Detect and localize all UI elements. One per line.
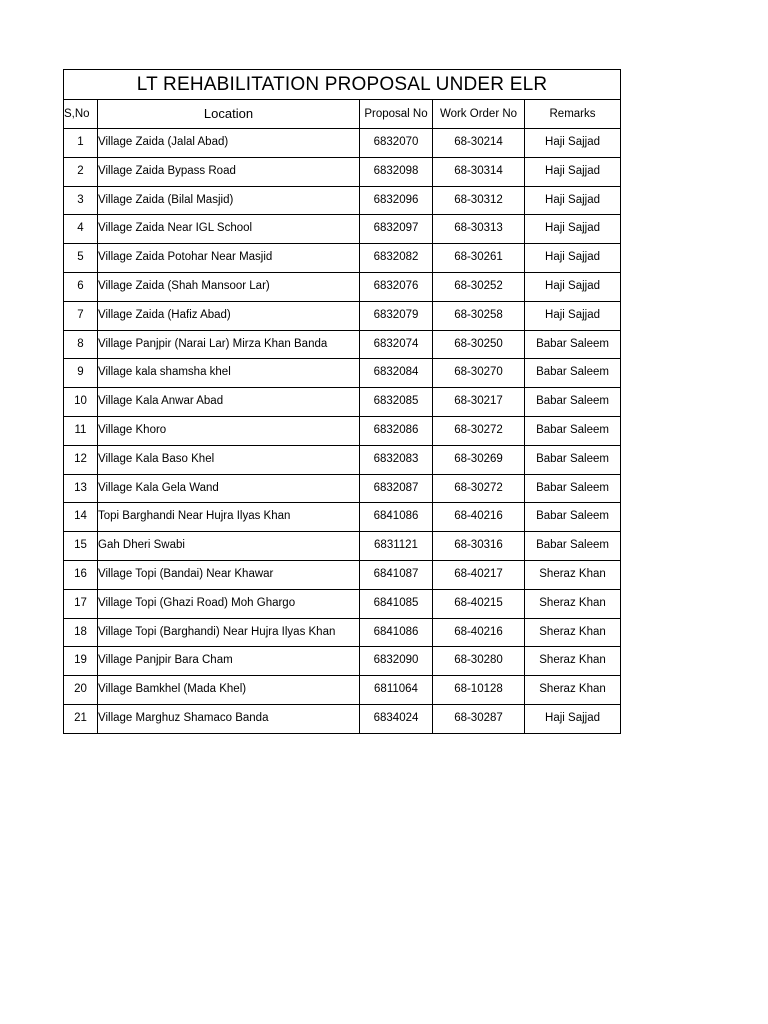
sno-cell: 9 — [64, 359, 98, 388]
work-order-no-cell: 68-40215 — [433, 589, 525, 618]
table-row — [64, 157, 621, 186]
location-cell: Gah Dheri Swabi — [98, 532, 360, 561]
location-cell: Village kala shamsha khel — [98, 359, 360, 388]
table-row — [64, 272, 621, 301]
table-row — [64, 560, 621, 589]
remarks-cell: Babar Saleem — [525, 388, 621, 417]
table-row — [64, 301, 621, 330]
sno-cell: 5 — [64, 244, 98, 273]
work-order-no-cell: 68-10128 — [433, 676, 525, 705]
sno-cell: 17 — [64, 589, 98, 618]
table-row — [64, 676, 621, 705]
remarks-cell: Haji Sajjad — [525, 272, 621, 301]
work-order-no-cell: 68-30258 — [433, 301, 525, 330]
remarks-cell: Haji Sajjad — [525, 215, 621, 244]
sno-cell: 21 — [64, 704, 98, 733]
work-order-no-cell: 68-30272 — [433, 416, 525, 445]
table-row — [64, 388, 621, 417]
work-order-no-cell: 68-30217 — [433, 388, 525, 417]
table-row — [64, 445, 621, 474]
sno-cell: 1 — [64, 129, 98, 158]
table-row — [64, 532, 621, 561]
header-proposal-no: Proposal No — [360, 100, 433, 129]
location-cell: Village Bamkhel (Mada Khel) — [98, 676, 360, 705]
work-order-no-cell: 68-30261 — [433, 244, 525, 273]
table-row — [64, 589, 621, 618]
remarks-cell: Sheraz Khan — [525, 618, 621, 647]
header-row — [64, 100, 621, 129]
proposal-no-cell: 6841087 — [360, 560, 433, 589]
remarks-cell: Haji Sajjad — [525, 244, 621, 273]
proposal-no-cell: 6832096 — [360, 186, 433, 215]
remarks-cell: Haji Sajjad — [525, 129, 621, 158]
header-remarks: Remarks — [525, 100, 621, 129]
sno-cell: 20 — [64, 676, 98, 705]
title-row — [64, 70, 621, 100]
sno-cell: 13 — [64, 474, 98, 503]
remarks-cell: Haji Sajjad — [525, 301, 621, 330]
work-order-no-cell: 68-30314 — [433, 157, 525, 186]
table-row — [64, 186, 621, 215]
header-sno: S,No — [64, 100, 98, 129]
table-row — [64, 704, 621, 733]
table-row — [64, 330, 621, 359]
sno-cell: 8 — [64, 330, 98, 359]
remarks-cell: Sheraz Khan — [525, 676, 621, 705]
table-row — [64, 244, 621, 273]
remarks-cell: Sheraz Khan — [525, 589, 621, 618]
location-cell: Village Panjpir Bara Cham — [98, 647, 360, 676]
work-order-no-cell: 68-30250 — [433, 330, 525, 359]
sno-cell: 2 — [64, 157, 98, 186]
remarks-cell: Haji Sajjad — [525, 186, 621, 215]
location-cell: Topi Barghandi Near Hujra Ilyas Khan — [98, 503, 360, 532]
table-row — [64, 503, 621, 532]
proposal-no-cell: 6832098 — [360, 157, 433, 186]
work-order-no-cell: 68-40216 — [433, 503, 525, 532]
proposal-no-cell: 6832079 — [360, 301, 433, 330]
proposal-no-cell: 6832074 — [360, 330, 433, 359]
table-row — [64, 647, 621, 676]
location-cell: Village Panjpir (Narai Lar) Mirza Khan Banda — [98, 330, 360, 359]
sno-cell: 12 — [64, 445, 98, 474]
sno-cell: 11 — [64, 416, 98, 445]
location-cell: Village Topi (Barghandi) Near Hujra Ilyas Khan — [98, 618, 360, 647]
location-cell: Village Zaida (Jalal Abad) — [98, 129, 360, 158]
proposal-no-cell: 6832070 — [360, 129, 433, 158]
remarks-cell: Babar Saleem — [525, 445, 621, 474]
proposal-no-cell: 6841085 — [360, 589, 433, 618]
table-row — [64, 474, 621, 503]
header-location: Location — [98, 100, 360, 129]
remarks-cell: Haji Sajjad — [525, 157, 621, 186]
remarks-cell: Babar Saleem — [525, 359, 621, 388]
proposal-no-cell: 6832097 — [360, 215, 433, 244]
sno-cell: 7 — [64, 301, 98, 330]
sno-cell: 4 — [64, 215, 98, 244]
table-row — [64, 215, 621, 244]
proposal-no-cell: 6832076 — [360, 272, 433, 301]
sno-cell: 14 — [64, 503, 98, 532]
remarks-cell: Sheraz Khan — [525, 560, 621, 589]
location-cell: Village Zaida Potohar Near Masjid — [98, 244, 360, 273]
work-order-no-cell: 68-30214 — [433, 129, 525, 158]
work-order-no-cell: 68-30313 — [433, 215, 525, 244]
location-cell: Village Khoro — [98, 416, 360, 445]
location-cell: Village Zaida Near IGL School — [98, 215, 360, 244]
proposal-no-cell: 6841086 — [360, 618, 433, 647]
proposal-no-cell: 6832085 — [360, 388, 433, 417]
header-work-order-no: Work Order No — [433, 100, 525, 129]
work-order-no-cell: 68-30312 — [433, 186, 525, 215]
work-order-no-cell: 68-40216 — [433, 618, 525, 647]
table-body — [64, 129, 621, 734]
sno-cell: 16 — [64, 560, 98, 589]
proposal-no-cell: 6832090 — [360, 647, 433, 676]
work-order-no-cell: 68-30252 — [433, 272, 525, 301]
proposal-no-cell: 6831121 — [360, 532, 433, 561]
proposal-no-cell: 6841086 — [360, 503, 433, 532]
sno-cell: 19 — [64, 647, 98, 676]
proposal-no-cell: 6832083 — [360, 445, 433, 474]
location-cell: Village Topi (Ghazi Road) Moh Ghargo — [98, 589, 360, 618]
location-cell: Village Kala Anwar Abad — [98, 388, 360, 417]
remarks-cell: Babar Saleem — [525, 503, 621, 532]
work-order-no-cell: 68-30280 — [433, 647, 525, 676]
sno-cell: 6 — [64, 272, 98, 301]
work-order-no-cell: 68-30272 — [433, 474, 525, 503]
table-row — [64, 416, 621, 445]
work-order-no-cell: 68-30287 — [433, 704, 525, 733]
work-order-no-cell: 68-30316 — [433, 532, 525, 561]
table-row — [64, 129, 621, 158]
proposal-table — [63, 69, 621, 734]
proposal-no-cell: 6811064 — [360, 676, 433, 705]
remarks-cell: Babar Saleem — [525, 330, 621, 359]
work-order-no-cell: 68-30269 — [433, 445, 525, 474]
work-order-no-cell: 68-40217 — [433, 560, 525, 589]
work-order-no-cell: 68-30270 — [433, 359, 525, 388]
proposal-no-cell: 6832086 — [360, 416, 433, 445]
location-cell: Village Marghuz Shamaco Banda — [98, 704, 360, 733]
location-cell: Village Topi (Bandai) Near Khawar — [98, 560, 360, 589]
location-cell: Village Zaida (Shah Mansoor Lar) — [98, 272, 360, 301]
location-cell: Village Zaida (Bilal Masjid) — [98, 186, 360, 215]
location-cell: Village Zaida Bypass Road — [98, 157, 360, 186]
remarks-cell: Babar Saleem — [525, 532, 621, 561]
remarks-cell: Babar Saleem — [525, 416, 621, 445]
table-row — [64, 618, 621, 647]
sno-cell: 10 — [64, 388, 98, 417]
location-cell: Village Kala Baso Khel — [98, 445, 360, 474]
remarks-cell: Babar Saleem — [525, 474, 621, 503]
proposal-no-cell: 6834024 — [360, 704, 433, 733]
remarks-cell: Haji Sajjad — [525, 704, 621, 733]
location-cell: Village Zaida (Hafiz Abad) — [98, 301, 360, 330]
proposal-no-cell: 6832084 — [360, 359, 433, 388]
remarks-cell: Sheraz Khan — [525, 647, 621, 676]
proposal-no-cell: 6832082 — [360, 244, 433, 273]
sno-cell: 15 — [64, 532, 98, 561]
sno-cell: 3 — [64, 186, 98, 215]
location-cell: Village Kala Gela Wand — [98, 474, 360, 503]
sheet-title: LT REHABILITATION PROPOSAL UNDER ELR — [64, 70, 621, 100]
sno-cell: 18 — [64, 618, 98, 647]
proposal-no-cell: 6832087 — [360, 474, 433, 503]
table-row — [64, 359, 621, 388]
